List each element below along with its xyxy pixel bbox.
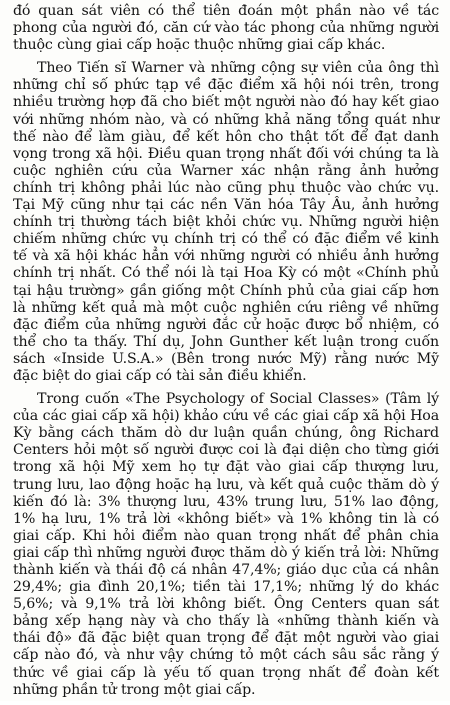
page-text xyxy=(13,3,439,705)
paragraph-2: Theo Tiến sĩ Warner và những cộng sự viên của ông thì những chỉ số phức tạp về đặc điểm xã hội nói trên, trong nhiều trường hợp đã cho biết một người nào đó hay kết giao với những nhóm nào, và có những khả năng tổng quát như thế nào để làm giàu, để kết hôn cho thật tốt để đạt danh vọng trong xã hội. Điều quan trọng nhất đối với chúng ta là cuộc nghiên cứu của Warner xác nhận rằng ảnh hưởng chính trị không phải lúc nào cũng phụ thuộc vào chức vụ. Tại Mỹ cũng như tại các nền Văn hóa Tây Âu, ảnh hưởng chính trị thường tách biệt khỏi chức vụ. Những người hiện chiếm những chức vụ chính trị có thể có đặc điểm về kinh tế và xã hội khác hẳn với những người có nhiều ảnh hưởng chính trị nhất. Có thể nói là tại Hoa Kỳ có một «Chính phủ tại hậu trường» gần giống một Chính phủ của giai cấp hơn là những kết quả mà một cuộc nghiên cứu riêng về những đặc điểm của những người đắc cử hoặc được bổ nhiệm, có thể cho ta thấy. Thí dụ, John Gunther kết luận trong cuốn sách «Inside U.S.A.» (Bên trong nước Mỹ) rằng nước Mỹ đặc biệt do giai cấp có tài sản điều khiển. xyxy=(13,60,439,384)
paragraph-3: Trong cuốn «The Psychology of Social Classes» (Tâm lý của các giai cấp xã hội) khảo cứu về các giai cấp xã hội Hoa Kỳ bằng cách thăm dò dư luận quần chúng, ông Richard Centers hỏi một số người được coi là đại diện cho từng giới trong xã hội Mỹ xem họ tự đặt vào giai cấp thượng lưu, trung lưu, lao động hoặc hạ lưu, và kết quả cuộc thăm dò ý kiến đó là: 3% thượng lưu, 43% trung lưu, 51% lao động, 1% hạ lưu, 1% trả lời «không biết» và 1% không tin là có giai cấp. Khi hỏi điểm nào quan trọng nhất để phân chia giai cấp thì những người được thăm dò ý kiến trả lời: Những thành kiến và thái độ cá nhân 47,4%; giáo dục của cá nhân 29,4%; gia đình 20,1%; tiền tài 17,1%; những lý do khác 5,6%; và 9,1% trả lời không biết. Ông Centers quan sát bảng xếp hạng này và cho thấy là «những thành kiến và thái độ» đã đặc biệt quan trọng để đặt một người vào giai cấp nào đó, và như vậy chứng tỏ một cách sâu sắc rằng ý thức về giai cấp là yếu tố quan trọng nhất để đoàn kết những phần tử trong một giai cấp. xyxy=(13,391,439,698)
paragraph-1: đó quan sát viên có thể tiên đoán một phần nào về tác phong của người đó, căn cứ vào tác phong của những người thuộc cùng giai cấp hoặc thuộc những giai cấp khác. xyxy=(13,3,439,54)
